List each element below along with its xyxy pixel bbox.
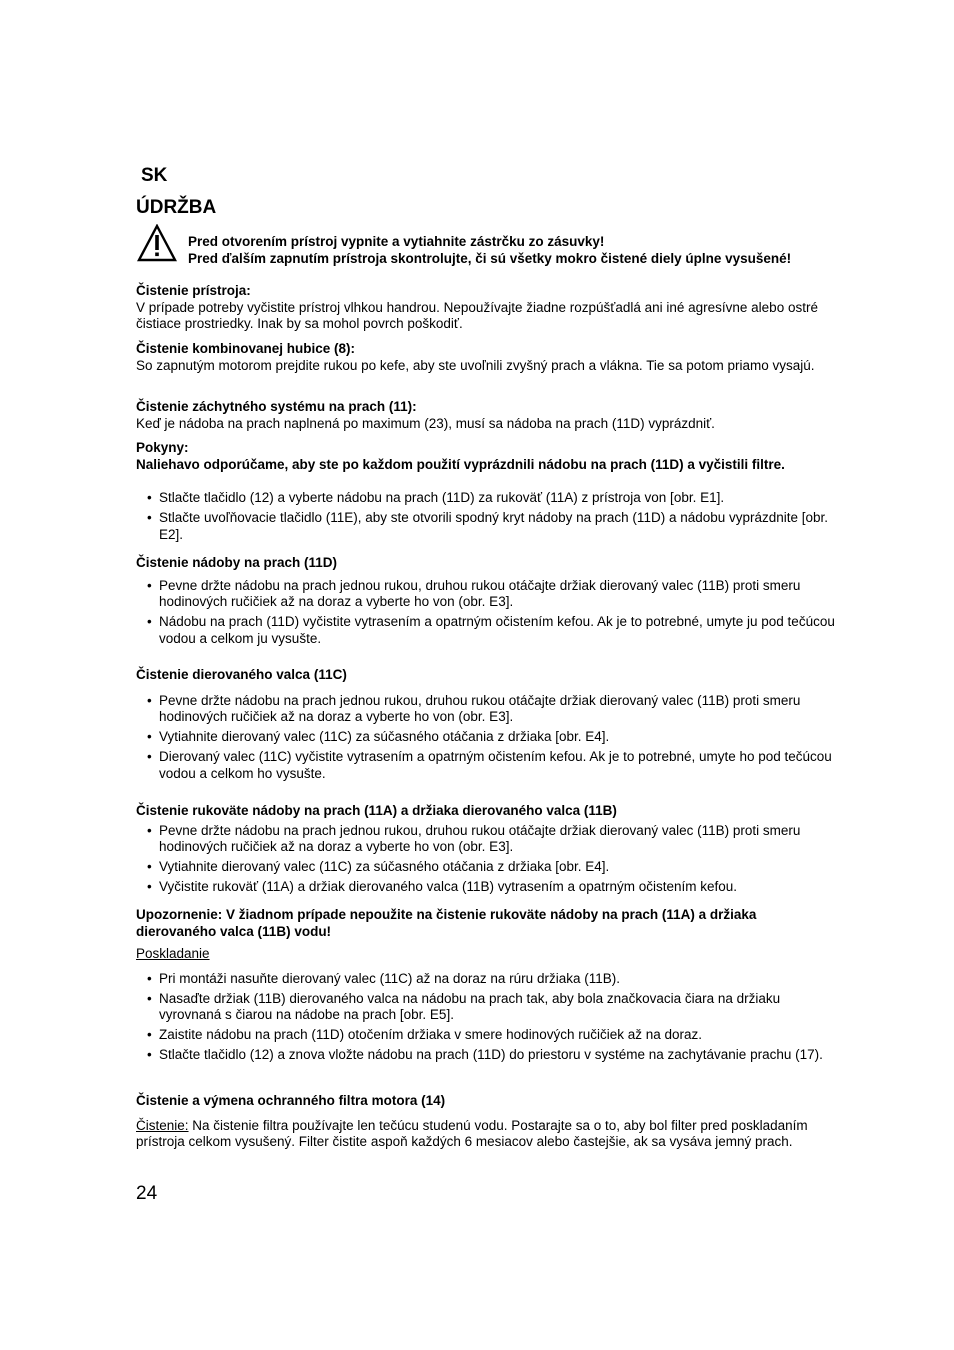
list-item: • Zaistite nádobu na prach (11D) otočením držiaka v smere hodinových ručičiek až na doraz. [136,1027,836,1044]
language-code: SK [141,165,168,186]
dust-system-heading: Čistenie záchytného systému na prach (11): [136,399,417,414]
handle-cleaning-list [136,823,836,896]
instructions-section [136,440,836,473]
caution-text: Upozornenie: V žiadnom prípade nepoužite na čistenie rukoväte nádoby na prach (11A) a držiaka dierovaného valca (11B) vodu! [136,907,757,939]
cylinder-cleaning-section [136,667,836,786]
motor-filter-text [136,1118,836,1151]
list-item: • Pevne držte nádobu na prach jednou rukou, druhou rukou otáčajte držiak dierovaný valec (11B) proti smeru hodinových ručičiek až na doraz a vyberte ho von (obr. E3]. [136,823,836,856]
nozzle-cleaning-text: So zapnutým motorom prejdite rukou po kefe, aby ste uvoľnili zvyšný prach a vlákna. Tie sa potom priamo vysajú. [136,357,815,373]
bin-cleaning-section [136,555,836,651]
instructions-text: Naliehavo odporúčame, aby ste po každom použití vyprázdnili nádobu na prach (11D) a vyčistili filtre. [136,456,785,472]
list-item: • Stlačte uvoľňovacie tlačidlo (11E), aby ste otvorili spodný kryt nádoby na prach (11D) a nádobu vyprázdnite [obr. E2]. [136,510,836,543]
list-item: • Pevne držte nádobu na prach jednou rukou, druhou rukou otáčajte držiak dierovaný valec (11B) proti smeru hodinových ručičiek až na doraz a vyberte ho von (obr. E3]. [136,693,836,726]
device-cleaning-text: V prípade potreby vyčistite prístroj vlhkou handrou. Nepoužívajte žiadne rozpúšťadlá ani iné agresívne alebo ostré čistiace prostriedky. Inak by sa mohol povrch poškodiť. [136,299,818,331]
motor-filter-heading: Čistenie a výmena ochranného filtra motora (14) [136,1093,446,1108]
warning-text [188,233,791,267]
cylinder-cleaning-heading: Čistenie dierovaného valca (11C) [136,667,347,682]
cylinder-cleaning-list [136,693,836,783]
device-cleaning-heading: Čistenie prístroja: [136,283,251,298]
bin-cleaning-list [136,578,836,648]
handle-cleaning-section [136,803,836,899]
assembly-section [136,946,836,1067]
instructions-heading: Pokyny: [136,440,189,455]
list-item: • Nasaďte držiak (11B) dierovaného valca na nádobu na prach tak, aby bola značkovacia čiara na držiaku vyrovnaná s čiarou na nádobe na prach [obr. E5]. [136,991,836,1024]
motor-filter-body: Na čistenie filtra používajte len tečúcu studenú vodu. Postarajte sa o to, aby bol filter pred poskladaním prístroja celkom vysušený. Filter čistite aspoň každých 6 mesiacov alebo častejšie, ak sa vysáva jemný prach. [136,1117,808,1149]
list-item: • Stlačte tlačidlo (12) a vyberte nádobu na prach (11D) za rukoväť (11A) z prístroja von [obr. E1]. [136,490,836,507]
warning-triangle-icon [137,224,177,262]
section-title: ÚDRŽBA [136,197,217,218]
motor-filter-label: Čistenie: [136,1117,189,1133]
handle-cleaning-heading: Čistenie rukoväte nádoby na prach (11A) a držiaka dierovaného valca (11B) [136,803,617,818]
emptying-list [136,490,836,543]
list-item: • Dierovaný valec (11C) vyčistite vytrasením a opatrným očistením kefou. Ak je to potrebné, umyte ho pod tečúcou vodou a celkom ho vysušte. [136,749,836,782]
warning-line-1: Pred otvorením prístroj vypnite a vytiahnite zástrčku zo zásuvky! [188,234,605,249]
list-item: • Stlačte tlačidlo (12) a znova vložte nádobu na prach (11D) do priestoru v systéme na zachytávanie prachu (17). [136,1047,836,1064]
emptying-section [136,490,836,547]
assembly-heading: Poskladanie [136,946,210,961]
list-item: • Vytiahnite dierovaný valec (11C) za súčasného otáčania z držiaka [obr. E4]. [136,729,836,746]
dust-system-section [136,399,836,432]
device-cleaning-section [136,283,836,333]
list-item: • Pevne držte nádobu na prach jednou rukou, druhou rukou otáčajte držiak dierovaný valec (11B) proti smeru hodinových ručičiek až na doraz a vyberte ho von (obr. E3]. [136,578,836,611]
list-item: • Nádobu na prach (11D) vyčistite vytrasením a opatrným očistením kefou. Ak je to potrebné, umyte ju pod tečúcou vodou a celkom ju vysušte. [136,614,836,647]
list-item: • Vytiahnite dierovaný valec (11C) za súčasného otáčania z držiaka [obr. E4]. [136,859,836,876]
motor-filter-section [136,1093,836,1151]
dust-system-text: Keď je nádoba na prach naplnená po maximum (23), musí sa nádoba na prach (11D) vyprázdniť. [136,415,715,431]
nozzle-cleaning-heading: Čistenie kombinovanej hubice (8): [136,341,356,356]
bin-cleaning-heading: Čistenie nádoby na prach (11D) [136,555,338,570]
page-number: 24 [136,1183,158,1204]
list-item: • Vyčistite rukoväť (11A) a držiak dierovaného valca (11B) vytrasením a opatrným očistením kefou. [136,879,836,896]
nozzle-cleaning-section [136,341,836,374]
assembly-list [136,971,836,1064]
list-item: • Pri montáži nasuňte dierovaný valec (11C) až na doraz na rúru držiaka (11B). [136,971,836,988]
warning-line-2: Pred ďalším zapnutím prístroja skontrolujte, či sú všetky mokro čistené diely úplne vysušené! [188,251,792,266]
